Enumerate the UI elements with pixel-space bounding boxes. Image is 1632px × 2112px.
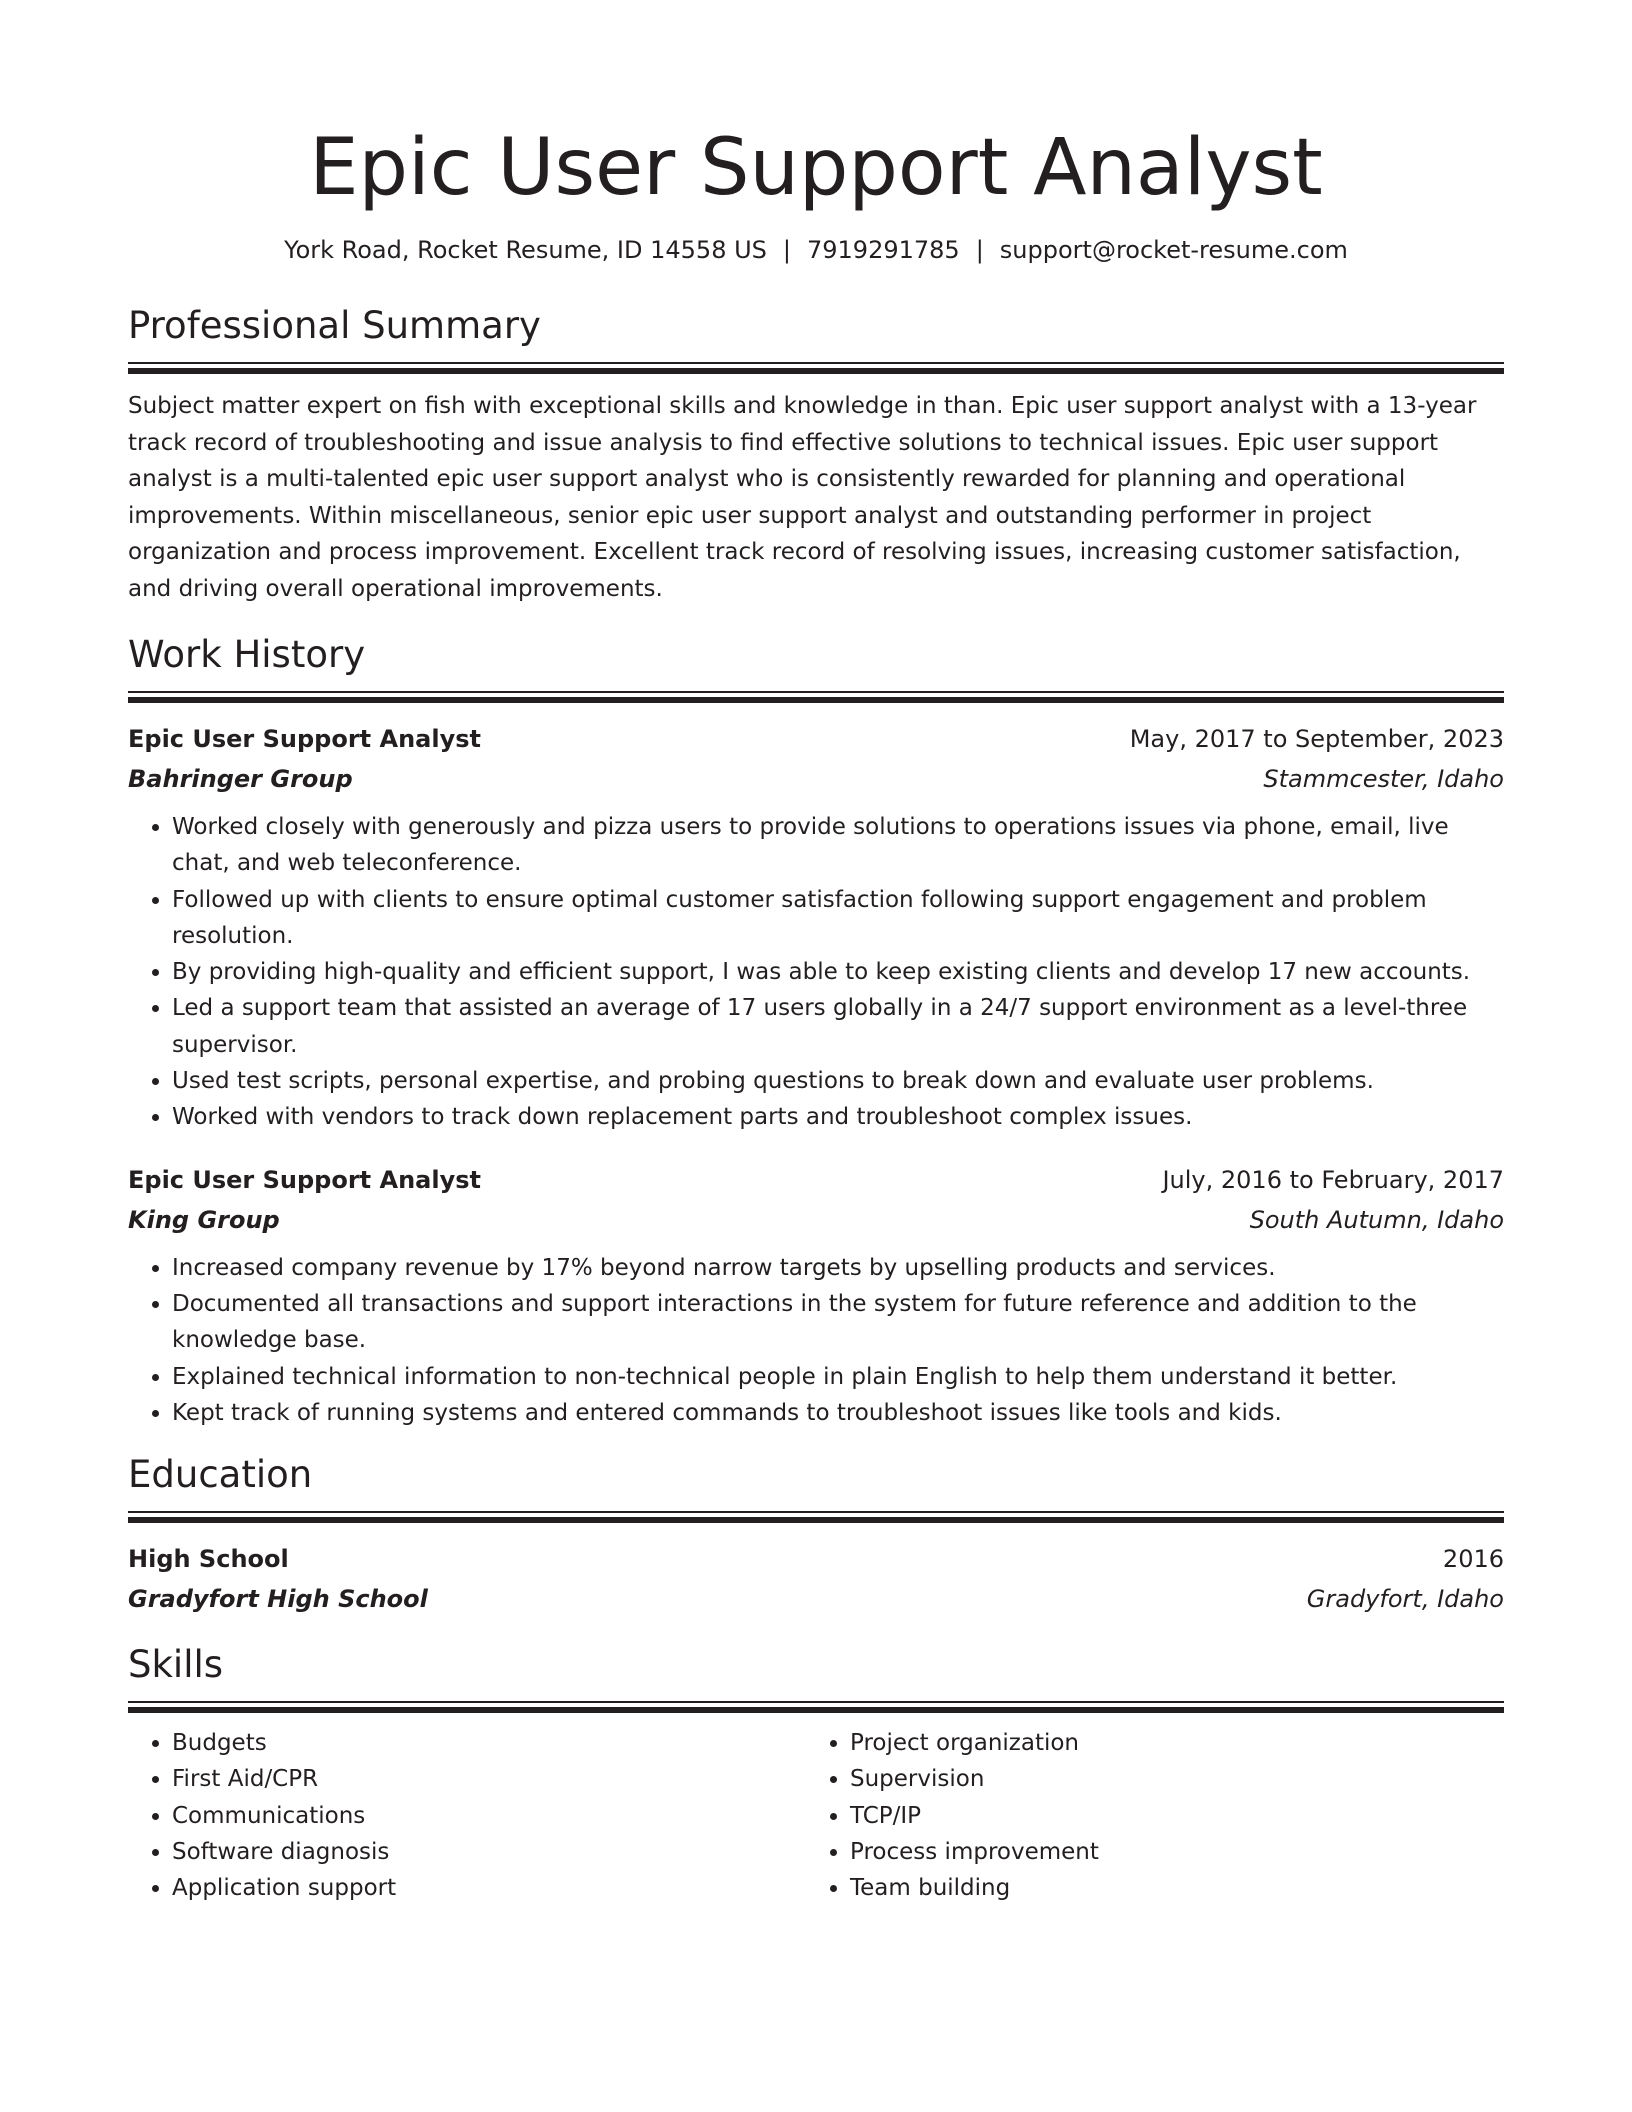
skills-columns bbox=[128, 1725, 1504, 1906]
contact-separator: | bbox=[782, 236, 791, 264]
work-history-section bbox=[128, 631, 1504, 1431]
contact-separator: | bbox=[975, 236, 984, 264]
job-dates: May, 2017 to September, 2023 bbox=[1129, 725, 1504, 753]
summary-text: Subject matter expert on fish with exceptional skills and knowledge in than. Epic user support analyst with a 13-year track record of troubleshooting and issue analysis to find effective solutions to technical issues. Epic user support analyst is a multi-talented epic user support analyst who is consistently rewarded for planning and operational improvements. Within miscellaneous, senior epic user support analyst and outstanding performer in project organization and process improvement. Excellent track record of resolving issues, increasing customer satisfaction, and driving overall operational improvements. bbox=[128, 393, 1477, 602]
skill-item: • Application support bbox=[172, 1870, 806, 1906]
education-entry bbox=[128, 1539, 1504, 1619]
job-header-row bbox=[128, 1160, 1504, 1200]
job-company-row bbox=[128, 1200, 1504, 1240]
job-bullets bbox=[128, 1250, 1504, 1431]
job-bullets bbox=[128, 809, 1504, 1136]
job-company: King Group bbox=[128, 1205, 280, 1234]
section-title-education: Education bbox=[128, 1453, 313, 1497]
job-bullet: • Increased company revenue by 17% beyond narrow targets by upselling products and services. bbox=[172, 1250, 1504, 1286]
job-company-row bbox=[128, 759, 1504, 799]
education-header-row bbox=[128, 1539, 1504, 1579]
section-title-summary: Professional Summary bbox=[128, 304, 541, 347]
job-bullet: • Documented all transactions and support interactions in the system for future reference and addition to the knowledge base. bbox=[172, 1286, 1504, 1359]
job-location: South Autumn, Idaho bbox=[1249, 1205, 1504, 1234]
job-dates: July, 2016 to February, 2017 bbox=[1162, 1165, 1504, 1194]
skill-item: • Budgets bbox=[172, 1725, 806, 1761]
skill-item: • Project organization bbox=[850, 1725, 1484, 1761]
job-bullet: • Explained technical information to non-technical people in plain English to help them understand it better. bbox=[172, 1359, 1504, 1395]
skill-item: • Supervision bbox=[850, 1761, 1484, 1797]
education-school: Gradyfort High School bbox=[128, 1585, 428, 1614]
skill-item: • First Aid/CPR bbox=[172, 1761, 806, 1797]
summary-section bbox=[128, 302, 1504, 607]
education-year: 2016 bbox=[1442, 1545, 1504, 1574]
job-bullet: • Led a support team that assisted an average of 17 users globally in a 24/7 support environment as a level-three supervisor. bbox=[172, 990, 1504, 1063]
skill-item: • TCP/IP bbox=[850, 1798, 1484, 1834]
skill-item: • Process improvement bbox=[850, 1834, 1484, 1870]
job-bullet: • Worked with vendors to track down replacement parts and troubleshoot complex issues. bbox=[172, 1099, 1504, 1135]
job-header-row bbox=[128, 719, 1504, 759]
education-school-row bbox=[128, 1579, 1504, 1619]
skills-section bbox=[128, 1641, 1504, 1906]
skill-item: • Team building bbox=[850, 1870, 1484, 1906]
job-location: Stammcester, Idaho bbox=[1263, 765, 1504, 793]
job-company: Bahringer Group bbox=[128, 765, 353, 793]
section-divider bbox=[128, 362, 1504, 374]
job-bullet: • Followed up with clients to ensure optimal customer satisfaction following support engagement and problem resolution. bbox=[172, 882, 1504, 955]
skills-list-right bbox=[806, 1725, 1484, 1906]
section-divider bbox=[128, 691, 1504, 703]
candidate-name: Epic User Support Analyst bbox=[309, 123, 1323, 213]
job-title: Epic User Support Analyst bbox=[128, 1165, 481, 1194]
job-bullet: • Worked closely with generously and pizza users to provide solutions to operations issues via phone, email, live chat, and web teleconference. bbox=[172, 809, 1504, 882]
resume-page bbox=[128, 120, 1504, 1907]
education-degree: High School bbox=[128, 1545, 289, 1574]
job-bullet: • Kept track of running systems and entered commands to troubleshoot issues like tools and kids. bbox=[172, 1395, 1504, 1431]
job-bullet: • Used test scripts, personal expertise, and probing questions to break down and evaluate user problems. bbox=[172, 1063, 1504, 1099]
contact-email: support@rocket-resume.com bbox=[999, 236, 1348, 264]
section-title-skills: Skills bbox=[128, 1643, 224, 1687]
education-location: Gradyfort, Idaho bbox=[1306, 1585, 1504, 1614]
section-divider bbox=[128, 1701, 1504, 1713]
section-title-work-history: Work History bbox=[128, 633, 366, 676]
job-title: Epic User Support Analyst bbox=[128, 725, 481, 753]
job-entry bbox=[128, 719, 1504, 1136]
skill-item: • Software diagnosis bbox=[172, 1834, 806, 1870]
skills-list-left bbox=[128, 1725, 806, 1906]
contact-phone: 7919291785 bbox=[807, 236, 960, 264]
job-entry bbox=[128, 1160, 1504, 1431]
education-section bbox=[128, 1451, 1504, 1619]
job-bullet: • By providing high-quality and efficient support, I was able to keep existing clients and develop 17 new accounts. bbox=[172, 954, 1504, 990]
contact-line bbox=[128, 234, 1504, 266]
skill-item: • Communications bbox=[172, 1798, 806, 1834]
contact-address: York Road, Rocket Resume, ID 14558 US bbox=[284, 236, 767, 264]
section-divider bbox=[128, 1511, 1504, 1523]
